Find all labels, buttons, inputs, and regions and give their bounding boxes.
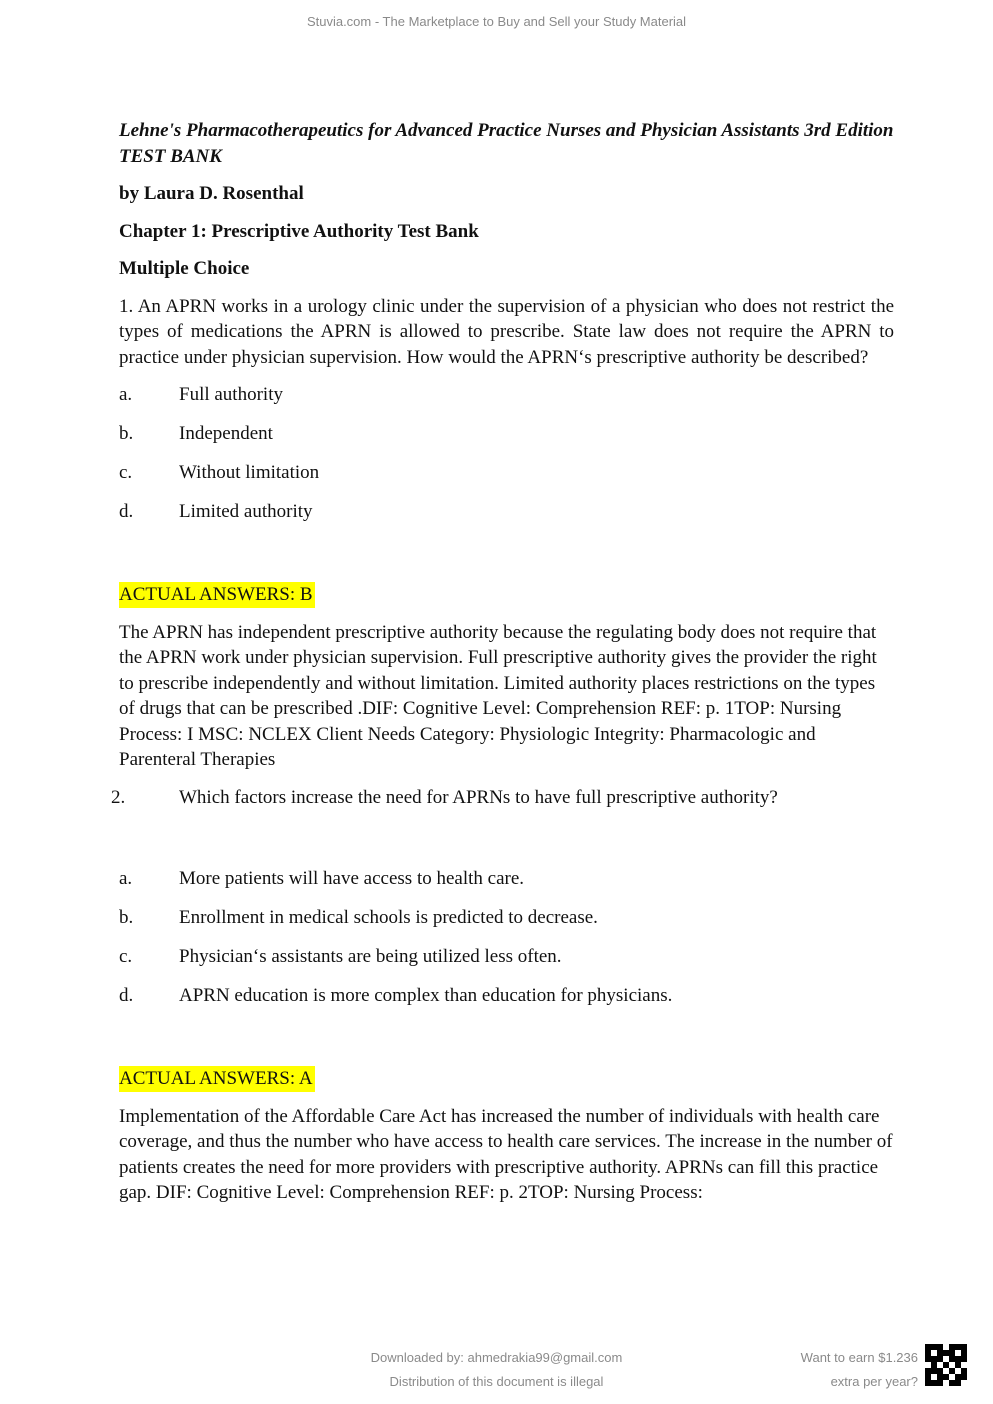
- document-author: by Laura D. Rosenthal: [119, 183, 304, 204]
- question-1-answer: ACTUAL ANSWERS: B: [119, 582, 315, 608]
- question-2: [111, 785, 894, 811]
- option-text: Limited authority: [179, 501, 313, 522]
- option-text: Physician‘s assistants are being utilized less often.: [179, 946, 562, 967]
- option-letter: a.: [119, 868, 133, 889]
- option-letter: b.: [119, 907, 134, 928]
- option-letter: d.: [119, 985, 134, 1006]
- stuvia-header: Stuvia.com - The Marketplace to Buy and Sell your Study Material: [306, 14, 687, 29]
- question-2-options: [119, 866, 894, 1009]
- option-letter: b.: [119, 423, 134, 444]
- question-2-option-b: [119, 905, 894, 931]
- question-1-text: 1. An APRN works in a urology clinic under the supervision of a physician who does not restrict the types of medications the APRN is allowed to prescribe. State law does not require the APRN to practice under physician supervision. How would the APRN‘s prescriptive authority be described?: [119, 295, 894, 368]
- option-letter: a.: [119, 384, 133, 405]
- downloaded-by-text: Downloaded by: ahmedrakia99@gmail.com: [370, 1350, 623, 1365]
- earn-line-1: Want to earn $1.236: [800, 1350, 918, 1365]
- question-1-rationale: The APRN has independent prescriptive authority because the regulating body does not require that the APRN work under physician supervision. Full prescriptive authority gives the provider the right to prescribe independently and without limitation. Limited authority places restrictions on the types of drugs that can be prescribed .DIF: Cognitive Level: Comprehension REF: p. 1TOP: Nursing Process: I MSC: NCLEX Client Needs Category: Physiologic Integrity: Pharmacologic and Parenteral Therapies: [119, 621, 877, 770]
- question-1-option-a: [119, 382, 894, 408]
- question-1-option-c: [119, 460, 894, 486]
- option-text: More patients will have access to health care.: [179, 868, 525, 889]
- option-letter: d.: [119, 501, 134, 522]
- earn-promo[interactable]: [801, 1346, 918, 1394]
- chapter-heading: Chapter 1: Prescriptive Authority Test Bank: [119, 220, 479, 242]
- section-heading: Multiple Choice: [119, 258, 250, 279]
- qr-code-icon[interactable]: [925, 1344, 967, 1386]
- document-body: [111, 118, 894, 1218]
- question-2-rationale: Implementation of the Affordable Care Act has increased the number of individuals with health care coverage, and thus the number who have access to health care services. The increase in the number of patients creates the need for more providers with prescriptive authority. APRNs can fill this practice gap. DIF: Cognitive Level: Comprehension REF: p. 2TOP: Nursing Process:: [119, 1105, 893, 1203]
- question-2-option-d: [119, 983, 894, 1009]
- question-2-text: Which factors increase the need for APRNs to have full prescriptive authority?: [179, 786, 778, 808]
- option-letter: c.: [119, 946, 133, 967]
- option-text: APRN education is more complex than education for physicians.: [179, 985, 673, 1006]
- option-text: Enrollment in medical schools is predicted to decrease.: [179, 907, 598, 928]
- question-2-number: 2.: [111, 786, 126, 808]
- question-1-options: [119, 382, 894, 525]
- question-2-option-a: [119, 866, 894, 892]
- question-1-option-b: [119, 421, 894, 447]
- earn-line-2: extra per year?: [830, 1374, 918, 1389]
- option-text: Full authority: [179, 384, 283, 405]
- distribution-notice: Distribution of this document is illegal: [389, 1374, 604, 1389]
- document-title: Lehne's Pharmacotherapeutics for Advanced Practice Nurses and Physician Assistants 3rd Edition TEST BANK: [119, 120, 894, 167]
- option-text: Without limitation: [179, 462, 320, 483]
- option-letter: c.: [119, 462, 133, 483]
- question-1-option-d: [119, 499, 894, 525]
- question-2-option-c: [119, 944, 894, 970]
- option-text: Independent: [179, 423, 273, 444]
- question-2-answer: ACTUAL ANSWERS: A: [119, 1066, 315, 1092]
